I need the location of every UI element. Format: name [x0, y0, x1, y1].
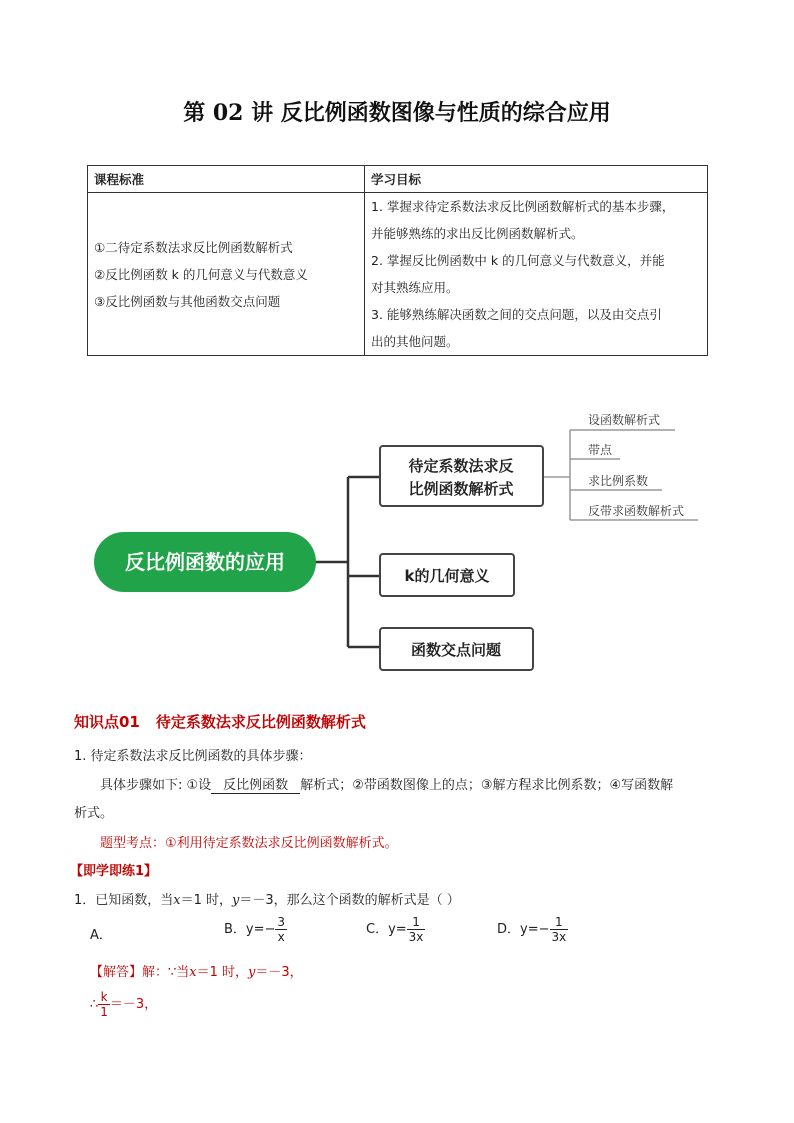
- var-y: y: [248, 965, 256, 980]
- var-x: x: [173, 893, 181, 908]
- section-label: 知识点01: [74, 713, 140, 731]
- goal-line: 1. 掌握求待定系数法求反比例函数解析式的基本步骤，: [371, 199, 675, 214]
- option-b-fraction: [275, 915, 287, 944]
- mindmap-branch-label: k的几何意义: [404, 567, 490, 585]
- fraction-numerator: 3: [277, 915, 286, 929]
- mindmap-branch-label: 函数交点问题: [410, 641, 502, 659]
- section-title: 待定系数法求反比例函数解析式: [155, 713, 366, 731]
- solution-part: ＝－3，: [109, 997, 158, 1012]
- solution-part: ∴: [90, 997, 99, 1012]
- steps-suffix: 解析式；②带函数图像上的点；③解方程求比例系数；④写函数解: [300, 778, 674, 793]
- option-b-label: B．y=−: [224, 922, 276, 937]
- exam-point: 题型考点：①利用待定系数法求反比例函数解析式。: [100, 836, 398, 851]
- fraction-denominator: x: [277, 930, 285, 944]
- mindmap-branch-label: 比例函数解析式: [408, 480, 514, 498]
- fraction-numerator: 1: [407, 915, 426, 930]
- mindmap-branch-label: 待定系数法求反: [408, 457, 514, 475]
- option-d-label: D．y=−: [497, 922, 550, 937]
- stem-part: 1．已知函数，当: [74, 893, 174, 908]
- fraction-denominator: 3x: [551, 930, 567, 944]
- fraction-numerator: k: [98, 990, 110, 1005]
- fraction-denominator: 1: [100, 1005, 108, 1019]
- solution-part: 解：∵当: [142, 965, 190, 980]
- steps-prefix: 具体步骤如下: ①设: [100, 778, 212, 793]
- standard-item: ②反比例函数 k 的几何意义与代数意义: [94, 266, 308, 282]
- option-c-label: C．y=: [366, 922, 407, 937]
- goal-line: 3. 能够熟练解决函数之间的交点问题，以及由交点引: [371, 307, 662, 322]
- stem-part: ＝－3，那么这个函数的解析式是（ ）: [239, 893, 460, 908]
- standard-item: ①二待定系数法求反比例函数解析式: [94, 239, 293, 255]
- steps-tail: 析式。: [74, 806, 114, 821]
- fraction-numerator: 1: [550, 915, 569, 930]
- option-a: A．: [90, 928, 112, 943]
- table-header-goals: 学习目标: [365, 166, 708, 193]
- mindmap-leaf: 求比例系数: [588, 474, 649, 488]
- table-header-standards: 课程标准: [88, 166, 365, 193]
- goal-line: 2. 掌握反比例函数中 k 的几何意义与代数意义，并能: [371, 253, 665, 268]
- solution-line-1: [90, 961, 303, 980]
- stem-part: ＝1 时，: [180, 893, 233, 908]
- solution-fraction: [98, 990, 110, 1019]
- course-standards-table: [87, 165, 708, 356]
- option-d-fraction: [550, 915, 569, 944]
- var-y: y: [232, 893, 240, 908]
- mindmap-leaf: 带点: [588, 443, 613, 457]
- mindmap-root-label: 反比例函数的应用: [125, 550, 285, 574]
- option-d: [497, 915, 568, 944]
- section-heading: [74, 711, 382, 732]
- option-c: [366, 915, 425, 944]
- standards-cell: [88, 193, 365, 356]
- goal-line: 出的其他问题。: [371, 334, 459, 349]
- solution-part: ＝1 时，: [196, 965, 249, 980]
- solution-part: ＝－3，: [255, 965, 303, 980]
- goals-cell: [365, 193, 708, 356]
- question-stem: [74, 889, 460, 908]
- solution-line-2: [90, 990, 157, 1019]
- fraction-denominator: 3x: [408, 930, 424, 944]
- steps-blank: 反比例函数: [211, 774, 300, 794]
- page-title: 第 02 讲 反比例函数图像与性质的综合应用: [183, 100, 611, 126]
- option-b: [224, 915, 287, 944]
- standard-item: ③反比例函数与其他函数交点问题: [94, 293, 281, 309]
- practice-heading: 【即学即练1】: [70, 864, 158, 879]
- mindmap-leaf: 设函数解析式: [588, 413, 661, 427]
- steps-line: [100, 774, 673, 794]
- solution-head: 【解答】: [90, 965, 143, 980]
- option-c-fraction: [407, 915, 426, 944]
- goal-line: 并能够熟练的求出反比例函数解析式。: [371, 226, 584, 241]
- goal-line: 对其熟练应用。: [371, 280, 459, 295]
- mindmap-leaf: 反带求函数解析式: [588, 504, 685, 518]
- section-item: 1. 待定系数法求反比例函数的具体步骤：: [74, 749, 312, 764]
- mind-map: [80, 395, 720, 685]
- var-x: x: [189, 965, 197, 980]
